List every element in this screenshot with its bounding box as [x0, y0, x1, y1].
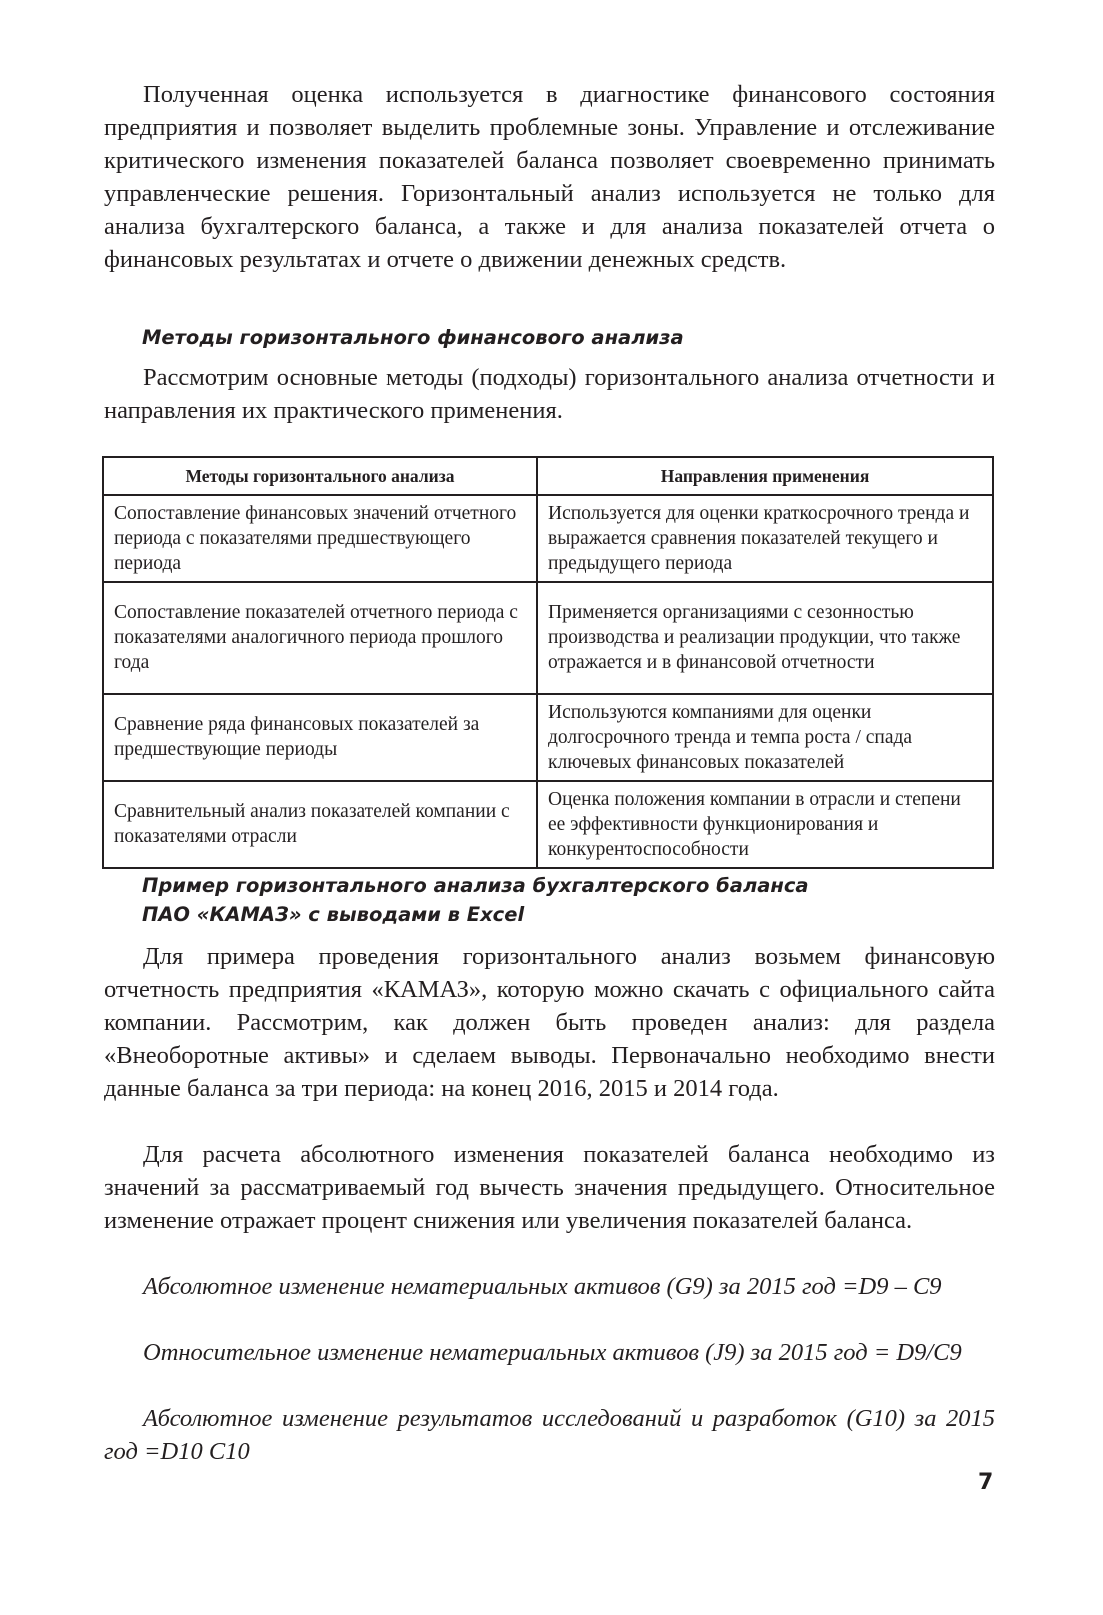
table-cell-direction: Используются компаниями для оценки долгосрочного тренда и темпа роста / спада ключевых финансовых показателей — [537, 694, 993, 781]
table-row — [103, 495, 993, 582]
table-cell-method: Сопоставление финансовых значений отчетного периода с показателями предшествующего периода — [103, 495, 537, 582]
table-row — [103, 781, 993, 868]
page-number: 7 — [978, 1470, 994, 1495]
paragraph-diagnostics: Полученная оценка используется в диагностике финансового состояния предприятия и позволяет выделить проблемные зоны. Управление и отслеживание критического изменения показателей баланса позволяет своевременно принимать управленческие решения. Горизонтальный анализ используется не только для анализа бухгалтерского баланса, а также и для анализа показателей отчета о финансовых результатах и отчете о движении денежных средств. — [104, 81, 995, 273]
table-cell-method: Сравнительный анализ показателей компании с показателями отрасли — [103, 781, 537, 868]
table-row — [103, 694, 993, 781]
heading-methods: Методы горизонтального финансового анализа — [142, 326, 684, 349]
methods-table — [102, 456, 994, 869]
table-header-directions: Направления применения — [537, 457, 993, 495]
table-header-row — [103, 457, 993, 495]
table-row — [103, 582, 993, 694]
table-cell-method: Сравнение ряда финансовых показателей за предшествующие периоды — [103, 694, 537, 781]
formula-absolute-g9: Абсолютное изменение нематериальных активов (G9) за 2015 год =D9 – C9 — [143, 1273, 942, 1300]
table-cell-method: Сопоставление показателей отчетного периода с показателями аналогичного периода прошлого года — [103, 582, 537, 694]
formula-absolute-g10: Абсолютное изменение результатов исследований и разработок (G10) за 2015 год =D10 C10 — [104, 1405, 995, 1465]
table-cell-direction: Используется для оценки краткосрочного тренда и выражается сравнения показателей текущего и предыдущего периода — [537, 495, 993, 582]
table-cell-direction: Применяется организациями с сезонностью производства и реализации продукции, что также отражается и в финансовой отчетности — [537, 582, 993, 694]
paragraph-methods-intro: Рассмотрим основные методы (подходы) горизонтального анализа отчетности и направления их практического применения. — [104, 364, 995, 424]
paragraph-absolute-change: Для расчета абсолютного изменения показателей баланса необходимо из значений за рассматриваемый год вычесть значения предыдущего. Относительное изменение отражает процент снижения или увеличения показателей баланса. — [104, 1141, 995, 1234]
table-cell-direction: Оценка положения компании в отрасли и степени ее эффективности функционирования и конкурентоспособности — [537, 781, 993, 868]
formula-relative-j9: Относительное изменение нематериальных активов (J9) за 2015 год = D9/C9 — [143, 1339, 962, 1366]
table-header-methods: Методы горизонтального анализа — [103, 457, 537, 495]
heading-example-line2: ПАО «КАМАЗ» с выводами в Excel — [142, 903, 525, 926]
heading-example-line1: Пример горизонтального анализа бухгалтерского баланса — [142, 874, 809, 897]
paragraph-kamaz-example: Для примера проведения горизонтального анализ возьмем финансовую отчетность предприятия «КАМАЗ», которую можно скачать с официального сайта компании. Рассмотрим, как должен быть проведен анализ: для раздела «Внеоборотные активы» и сделаем выводы. Первоначально необходимо внести данные баланса за три периода: на конец 2016, 2015 и 2014 года. — [104, 943, 995, 1102]
